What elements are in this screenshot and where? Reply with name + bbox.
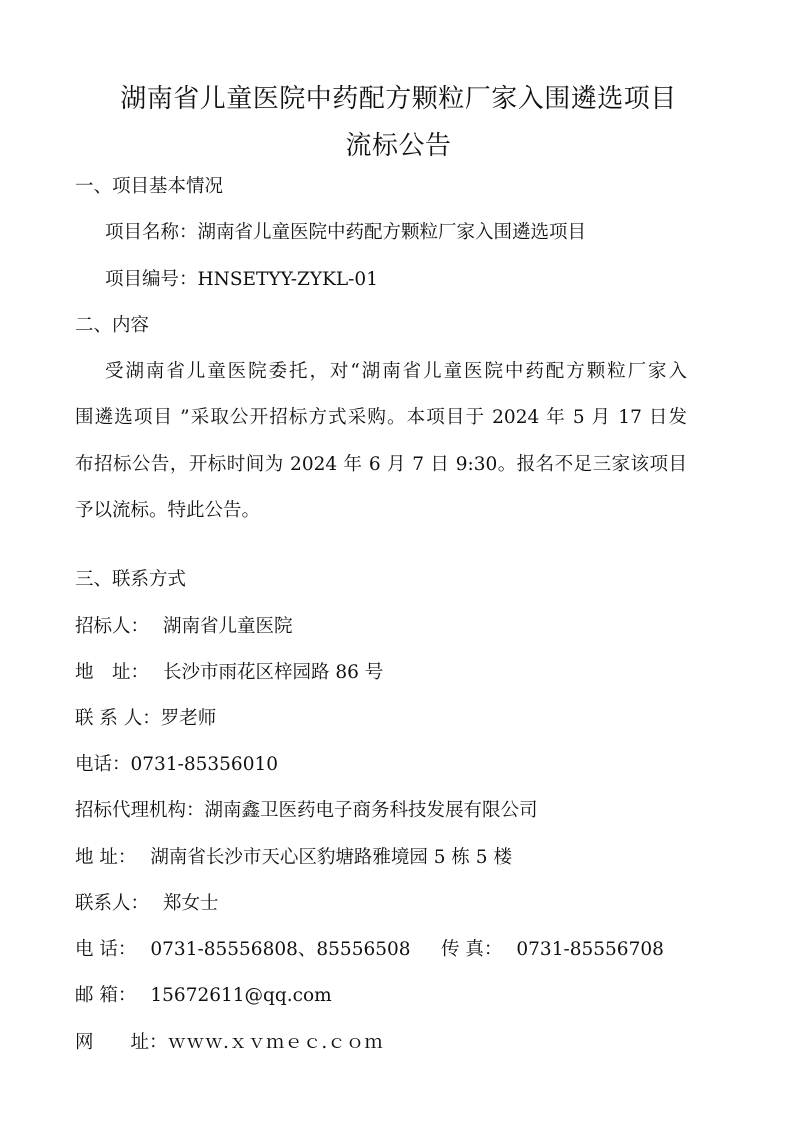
fax-value: 0731-85556708 — [516, 939, 664, 960]
document-title-line1: 湖南省儿童医院中药配方颗粒厂家入围遴选项目 — [120, 84, 677, 114]
content-paragraph-line: 围遴选项目 ”采取公开招标方式采购。本项目于 2024 年 5 月 17 日发 — [75, 407, 687, 428]
website-row — [75, 1031, 383, 1055]
project-name-value: 湖南省儿童医院中药配方颗粒厂家入围遴选项目 — [197, 222, 587, 243]
email-row — [75, 984, 332, 1008]
project-name-label: 项目名称： — [105, 222, 198, 243]
phone-label: 电话： — [75, 754, 131, 775]
project-number-row — [105, 268, 378, 292]
agency-label: 招标代理机构： — [75, 800, 205, 821]
email-label: 邮 箱： — [75, 985, 137, 1006]
website-value[interactable]: ｗｗｗ.ｘｖｍｅｃ.ｃｏｍ — [167, 1032, 383, 1053]
agency-contact-label: 联系人： — [75, 893, 150, 914]
content-paragraph-line: 受湖南省儿童医院委托，对“湖南省儿童医院中药配方颗粒厂家入 — [105, 361, 687, 382]
section1-heading: 一、项目基本情况 — [75, 176, 224, 197]
document-title-line2: 流标公告 — [345, 131, 452, 161]
website-label: 网 址： — [75, 1032, 168, 1053]
agency-phone-row — [75, 938, 411, 962]
agency-address-row — [75, 846, 512, 870]
phone-row — [75, 753, 278, 777]
agency-address-value: 湖南省长沙市天心区豹塘路雅境园 5 栋 5 楼 — [150, 847, 512, 868]
section3-heading: 三、联系方式 — [75, 569, 187, 590]
agency-value: 湖南鑫卫医药电子商务科技发展有限公司 — [204, 800, 538, 821]
email-value: 15672611@qq.com — [150, 985, 332, 1006]
tenderer-value: 湖南省儿童医院 — [163, 616, 293, 637]
phone-value: 0731-85356010 — [130, 754, 279, 775]
contact-row — [75, 707, 216, 731]
contact-label: 联 系 人： — [75, 708, 161, 729]
agency-phone-value: 0731-85556808、85556508 — [150, 939, 411, 960]
project-number-value: HNSETYY-ZYKL-01 — [197, 269, 378, 290]
project-number-label: 项目编号： — [105, 269, 198, 290]
agency-row — [75, 799, 538, 823]
fax-row — [441, 938, 664, 962]
project-name-row — [105, 221, 586, 245]
agency-phone-label: 电 话： — [75, 939, 137, 960]
tenderer-label: 招标人： — [75, 616, 150, 637]
content-paragraph-line: 布招标公告，开标时间为 2024 年 6 月 7 日 9:30。报名不足三家该项目 — [75, 454, 687, 475]
tenderer-row — [75, 615, 293, 639]
agency-contact-value: 郑女士 — [163, 893, 219, 914]
agency-contact-row — [75, 892, 219, 916]
fax-label: 传 真： — [441, 939, 503, 960]
section2-heading: 二、内容 — [75, 315, 150, 336]
agency-address-label: 地 址： — [75, 847, 137, 868]
contact-value: 罗老师 — [160, 708, 217, 729]
content-paragraph-line: 予以流标。特此公告。 — [75, 500, 261, 521]
address-row — [75, 661, 383, 685]
address-value: 长沙市雨花区梓园路 86 号 — [163, 662, 384, 683]
address-label: 地 址： — [75, 662, 150, 683]
